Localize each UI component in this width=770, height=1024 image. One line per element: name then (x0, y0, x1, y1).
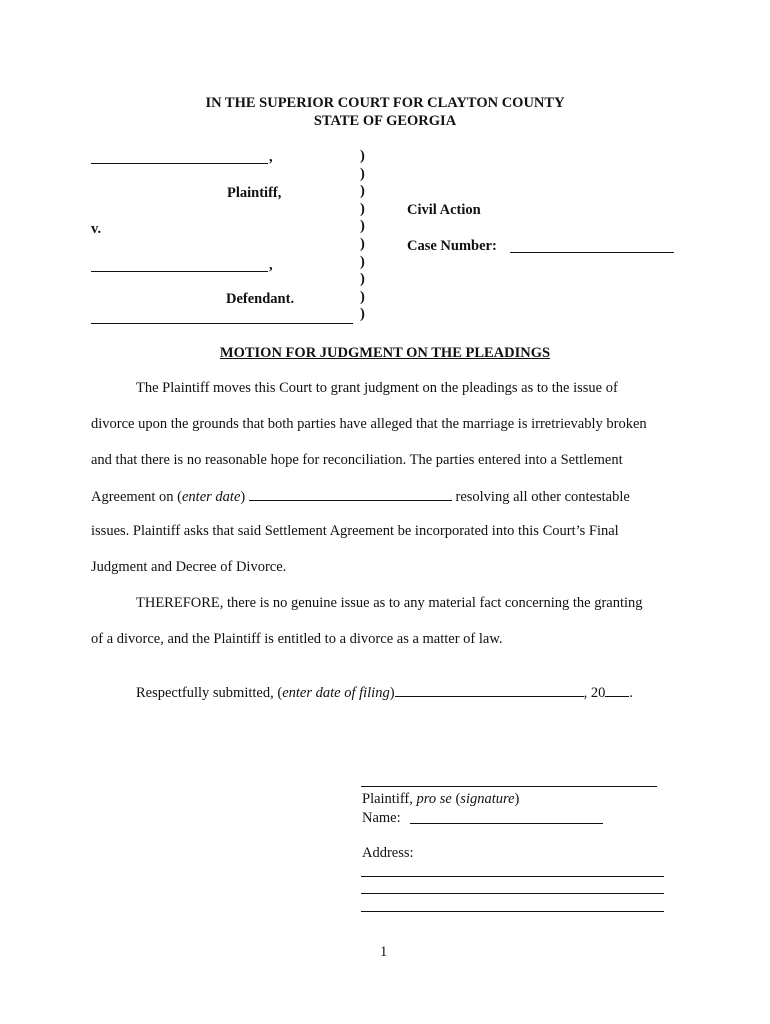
court-heading: IN THE SUPERIOR COURT FOR CLAYTON COUNTY (205, 95, 565, 111)
plaintiff-name-blank[interactable] (91, 163, 268, 164)
defendant-comma: , (269, 257, 273, 273)
plaintiff-comma: , (269, 149, 273, 165)
paragraph-1-line-3: and that there is no reasonable hope for reconciliation. The parties entered into a Settlement (91, 452, 623, 468)
page-number: 1 (380, 944, 388, 960)
versus-label: v. (91, 221, 102, 237)
civil-action-label: Civil Action (407, 202, 481, 218)
agreement-date-blank[interactable] (249, 488, 452, 501)
address-blank-3[interactable] (361, 911, 664, 912)
paragraph-1-line-6: Judgment and Decree of Divorce. (91, 559, 287, 575)
motion-title: MOTION FOR JUDGMENT ON THE PLEADINGS (219, 345, 551, 361)
caption-bottom-rule (91, 323, 353, 324)
filing-date-blank[interactable] (395, 684, 584, 697)
state-heading: STATE OF GEORGIA (313, 113, 457, 129)
address-blank-1[interactable] (361, 876, 664, 877)
case-number-blank[interactable] (510, 252, 674, 253)
address-label: Address: (362, 845, 414, 861)
address-blank-2[interactable] (361, 893, 664, 894)
respectfully-submitted-line: Respectfully submitted, (enter date of filing) , 20 . (136, 685, 633, 701)
name-blank[interactable] (410, 823, 603, 824)
paragraph-1-line-5: issues. Plaintiff asks that said Settlement Agreement be incorporated into this Court’s Final (91, 523, 619, 539)
plaintiff-label: Plaintiff, (227, 185, 282, 201)
case-number-label: Case Number: (407, 238, 497, 254)
paragraph-2-line-2: of a divorce, and the Plaintiff is entitled to a divorce as a matter of law. (91, 631, 503, 647)
defendant-label: Defendant. (226, 291, 295, 307)
paragraph-1-line-1: The Plaintiff moves this Court to grant judgment on the pleadings as to the issue of (136, 380, 618, 396)
paragraph-1-line-4: Agreement on (enter date) resolving all other contestable (91, 489, 630, 505)
paragraph-1-line-2: divorce upon the grounds that both parties have alleged that the marriage is irretrievably broken (91, 416, 647, 432)
signature-caption: Plaintiff, pro se (signature) (362, 791, 520, 807)
defendant-name-blank[interactable] (91, 271, 268, 272)
year-blank[interactable] (605, 684, 629, 697)
signature-line[interactable] (361, 786, 657, 787)
paragraph-2-line-1: THEREFORE, there is no genuine issue as to any material fact concerning the granting (136, 595, 643, 611)
caption-parens: ) ) ) ) ) ) ) ) ) ) (360, 148, 365, 323)
name-label: Name: (362, 810, 401, 826)
